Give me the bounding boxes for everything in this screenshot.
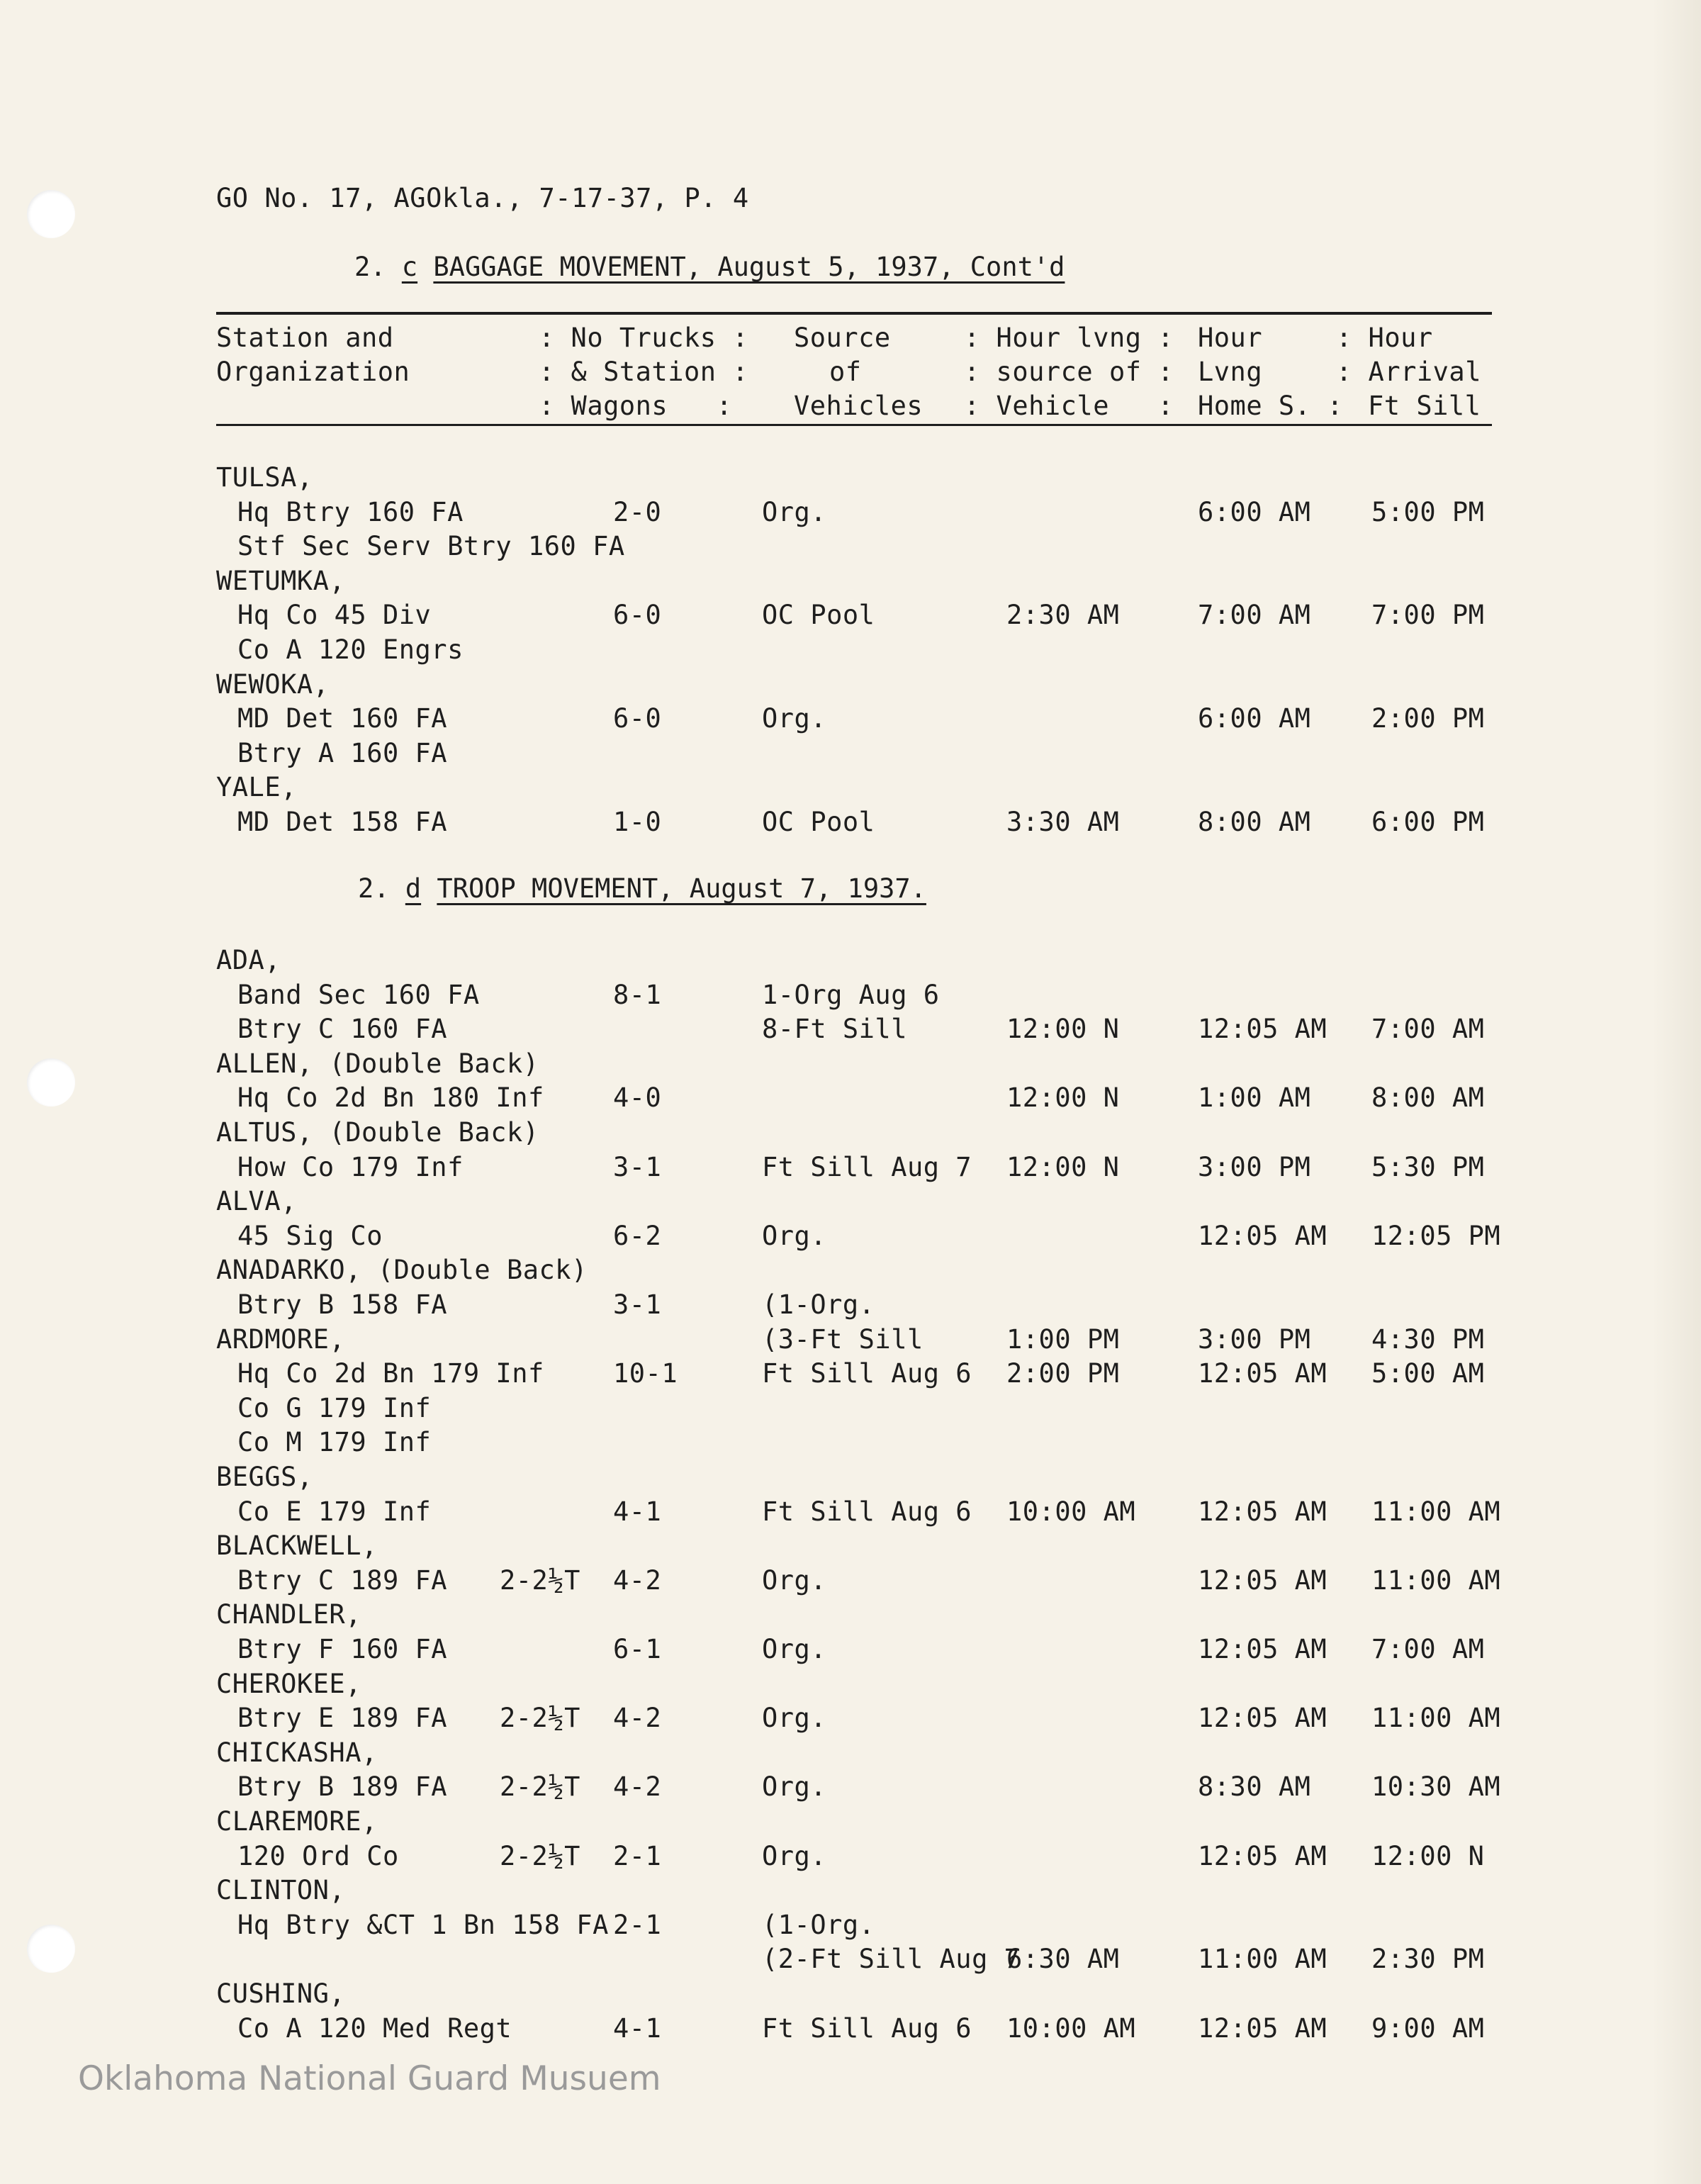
cell-lvng-home: 12:05 AM bbox=[1198, 1703, 1327, 1734]
cell-arrival: 8:00 AM bbox=[1371, 1082, 1485, 1114]
header-hour-lvng-home-3: Home S. : bbox=[1198, 391, 1343, 421]
cell-arrival: 5:00 AM bbox=[1371, 1358, 1485, 1389]
cell-lvng-source: 12:00 N bbox=[1006, 1014, 1120, 1045]
cell-trucks: 4-0 bbox=[613, 1082, 662, 1114]
header-hour-lvng-source-3: : Vehicle : bbox=[964, 391, 1174, 421]
cell-trucks: 8-1 bbox=[613, 979, 662, 1010]
cell-arrival: 7:00 PM bbox=[1371, 600, 1485, 631]
cell-arrival: 7:00 AM bbox=[1371, 1014, 1485, 1045]
cell-lvng-home: 12:05 AM bbox=[1198, 1358, 1327, 1389]
cell-arrival: 4:30 PM bbox=[1371, 1323, 1485, 1355]
cell-lvng-source: 10:00 AM bbox=[1006, 2012, 1136, 2044]
cell-org: 45 Sig Co bbox=[237, 1220, 383, 1251]
cell-station: WETUMKA, bbox=[216, 565, 346, 596]
cell-station: CLAREMORE, bbox=[216, 1806, 378, 1837]
cell-station: CHEROKEE, bbox=[216, 1668, 361, 1699]
header-station-1: Station and bbox=[216, 323, 394, 353]
cell-arrival: 12:00 N bbox=[1371, 1840, 1485, 1871]
baggage-heading-letter: c bbox=[401, 252, 418, 282]
cell-lvng-source: 12:00 N bbox=[1006, 1151, 1120, 1182]
document-reference: GO No. 17, AGOkla., 7-17-37, P. 4 bbox=[216, 183, 749, 213]
cell-station: BLACKWELL, bbox=[216, 1530, 378, 1562]
cell-lvng-source: 3:30 AM bbox=[1006, 807, 1120, 837]
cell-lvng-home: 3:00 PM bbox=[1198, 1151, 1311, 1182]
header-hour-lvng-source-2: : source of : bbox=[964, 357, 1174, 387]
cell-arrival: 5:30 PM bbox=[1371, 1151, 1485, 1182]
troop-heading-text: TROOP MOVEMENT, August 7, 1937. bbox=[437, 873, 926, 904]
cell-org: Stf Sec Serv Btry 160 FA bbox=[237, 531, 625, 562]
cell-source: (1-Org. bbox=[762, 1909, 875, 1940]
cell-arrival: 10:30 AM bbox=[1371, 1771, 1501, 1803]
header-source-3: Vehicles bbox=[794, 391, 924, 421]
cell-trucks: 6-2 bbox=[613, 1220, 662, 1251]
cell-org: Hq Btry 160 FA bbox=[237, 496, 464, 527]
cell-lvng-source: 1:00 PM bbox=[1006, 1323, 1120, 1355]
cell-arrival: 2:30 PM bbox=[1371, 1944, 1485, 1975]
header-hour-lvng-source-1: : Hour lvng : bbox=[964, 323, 1174, 353]
cell-org: Btry A 160 FA bbox=[237, 737, 448, 768]
troop-heading bbox=[358, 873, 926, 904]
cell-source: Org. bbox=[762, 1703, 827, 1734]
cell-source: (2-Ft Sill Aug 7 bbox=[762, 1944, 1021, 1975]
punch-hole-bottom bbox=[27, 1925, 75, 1973]
cell-trucks: 10-1 bbox=[613, 1358, 678, 1389]
cell-org: MD Det 158 FA bbox=[237, 807, 448, 837]
cell-org: Btry C 160 FA bbox=[237, 1014, 448, 1045]
cell-lvng-source: 6:30 AM bbox=[1006, 1944, 1120, 1975]
cell-arrival: 11:00 AM bbox=[1371, 1564, 1501, 1596]
cell-arrival: 12:05 PM bbox=[1371, 1220, 1501, 1251]
cell-source: (1-Org. bbox=[762, 1289, 875, 1320]
cell-source: Ft Sill Aug 7 bbox=[762, 1151, 972, 1182]
cell-source: (3-Ft Sill bbox=[762, 1323, 924, 1355]
cell-station: ALTUS, (Double Back) bbox=[216, 1117, 539, 1148]
cell-org: Co A 120 Med Regt bbox=[237, 2012, 512, 2044]
cell-station: CHANDLER, bbox=[216, 1599, 361, 1630]
header-hour-lvng-home-1: Hour bbox=[1198, 323, 1263, 353]
cell-source: Ft Sill Aug 6 bbox=[762, 1358, 972, 1389]
table-top-rule bbox=[216, 312, 1492, 315]
cell-station: ARDMORE, bbox=[216, 1323, 346, 1355]
baggage-heading-number: 2. bbox=[354, 252, 402, 282]
punch-hole-middle bbox=[27, 1058, 75, 1107]
cell-org: MD Det 160 FA bbox=[237, 703, 448, 734]
header-hour-lvng-home-2: Lvng bbox=[1198, 357, 1263, 387]
header-source-1: Source bbox=[794, 323, 891, 353]
cell-source: Ft Sill Aug 6 bbox=[762, 2012, 972, 2044]
cell-lvng-source: 10:00 AM bbox=[1006, 1496, 1136, 1527]
cell-source: Org. bbox=[762, 1771, 827, 1803]
cell-trucks: 4-2 bbox=[613, 1564, 662, 1596]
cell-org: Co E 179 Inf bbox=[237, 1496, 432, 1527]
cell-lvng-source: 2:30 AM bbox=[1006, 600, 1120, 631]
cell-station: ANADARKO, (Double Back) bbox=[216, 1255, 588, 1286]
cell-trucks: 6-1 bbox=[613, 1634, 662, 1664]
cell-source: Org. bbox=[762, 703, 827, 734]
header-hour-arrival-1: : Hour bbox=[1336, 323, 1433, 353]
cell-source: Org. bbox=[762, 496, 827, 527]
cell-arrival: 6:00 PM bbox=[1371, 807, 1485, 837]
cell-org: Btry C 189 FA bbox=[237, 1564, 448, 1596]
cell-size: 2-2½T bbox=[500, 1771, 580, 1803]
cell-lvng-home: 8:00 AM bbox=[1198, 807, 1311, 837]
cell-lvng-home: 12:05 AM bbox=[1198, 1840, 1327, 1871]
cell-trucks: 2-1 bbox=[613, 1909, 662, 1940]
cell-lvng-home: 6:00 AM bbox=[1198, 703, 1311, 734]
baggage-heading bbox=[354, 252, 1065, 282]
cell-lvng-home: 12:05 AM bbox=[1198, 1634, 1327, 1664]
cell-station: BEGGS, bbox=[216, 1462, 313, 1492]
cell-org: Co G 179 Inf bbox=[237, 1392, 432, 1423]
cell-station: ADA, bbox=[216, 945, 281, 975]
cell-trucks: 2-1 bbox=[613, 1840, 662, 1871]
cell-lvng-home: 1:00 AM bbox=[1198, 1082, 1311, 1114]
cell-size: 2-2½T bbox=[500, 1564, 580, 1596]
cell-trucks: 3-1 bbox=[613, 1289, 662, 1320]
header-source-2: of bbox=[829, 357, 862, 387]
header-hour-arrival-3: Ft Sill bbox=[1368, 391, 1481, 421]
cell-arrival: 5:00 PM bbox=[1371, 496, 1485, 527]
cell-source: OC Pool bbox=[762, 807, 875, 837]
cell-lvng-home: 7:00 AM bbox=[1198, 600, 1311, 631]
cell-size: 2-2½T bbox=[500, 1703, 580, 1734]
cell-lvng-home: 11:00 AM bbox=[1198, 1944, 1327, 1975]
cell-trucks: 6-0 bbox=[613, 600, 662, 631]
cell-arrival: 7:00 AM bbox=[1371, 1634, 1485, 1664]
cell-lvng-source: 12:00 N bbox=[1006, 1082, 1120, 1114]
cell-trucks: 1-0 bbox=[613, 807, 662, 837]
header-bottom-rule bbox=[216, 424, 1492, 426]
cell-station: CLINTON, bbox=[216, 1875, 346, 1906]
punch-hole-top bbox=[27, 190, 75, 238]
cell-lvng-home: 8:30 AM bbox=[1198, 1771, 1311, 1803]
cell-org: Band Sec 160 FA bbox=[237, 979, 480, 1010]
troop-heading-number: 2. bbox=[358, 873, 405, 904]
cell-station: ALLEN, (Double Back) bbox=[216, 1048, 539, 1079]
cell-trucks: 3-1 bbox=[613, 1151, 662, 1182]
cell-source: Org. bbox=[762, 1634, 827, 1664]
cell-arrival: 11:00 AM bbox=[1371, 1496, 1501, 1527]
cell-org: Btry F 160 FA bbox=[237, 1634, 448, 1664]
cell-org: Hq Co 2d Bn 180 Inf bbox=[237, 1082, 544, 1114]
cell-org: Btry B 158 FA bbox=[237, 1289, 448, 1320]
header-trucks-2: : & Station : bbox=[539, 357, 749, 387]
cell-source: OC Pool bbox=[762, 600, 875, 631]
troop-heading-letter: d bbox=[405, 873, 422, 904]
cell-org: How Co 179 Inf bbox=[237, 1151, 464, 1182]
cell-source: Org. bbox=[762, 1840, 827, 1871]
cell-arrival: 2:00 PM bbox=[1371, 703, 1485, 734]
baggage-heading-text: BAGGAGE MOVEMENT, August 5, 1937, Cont'd bbox=[433, 252, 1065, 282]
header-station-2: Organization bbox=[216, 357, 410, 387]
cell-org: 120 Ord Co bbox=[237, 1840, 399, 1871]
cell-lvng-home: 12:05 AM bbox=[1198, 1496, 1327, 1527]
cell-lvng-home: 6:00 AM bbox=[1198, 496, 1311, 527]
cell-station: YALE, bbox=[216, 772, 297, 803]
cell-source: Org. bbox=[762, 1220, 827, 1251]
cell-lvng-source: 2:00 PM bbox=[1006, 1358, 1120, 1389]
cell-size: 2-2½T bbox=[500, 1840, 580, 1871]
cell-source: Ft Sill Aug 6 bbox=[762, 1496, 972, 1527]
cell-lvng-home: 3:00 PM bbox=[1198, 1323, 1311, 1355]
cell-station: WEWOKA, bbox=[216, 668, 330, 700]
cell-org: Hq Btry &CT 1 Bn 158 FA bbox=[237, 1909, 609, 1940]
cell-lvng-home: 12:05 AM bbox=[1198, 1564, 1327, 1596]
cell-lvng-home: 12:05 AM bbox=[1198, 2012, 1327, 2044]
cell-station: CUSHING, bbox=[216, 1978, 346, 2009]
cell-trucks: 4-1 bbox=[613, 2012, 662, 2044]
cell-source: 1-Org Aug 6 bbox=[762, 979, 940, 1010]
header-trucks-3: : Wagons : bbox=[539, 391, 733, 421]
cell-org: Hq Co 45 Div bbox=[237, 600, 432, 631]
cell-arrival: 9:00 AM bbox=[1371, 2012, 1485, 2044]
cell-lvng-home: 12:05 AM bbox=[1198, 1220, 1327, 1251]
cell-source: 8-Ft Sill bbox=[762, 1014, 907, 1045]
cell-trucks: 4-1 bbox=[613, 1496, 662, 1527]
cell-trucks: 6-0 bbox=[613, 703, 662, 734]
cell-org: Btry B 189 FA bbox=[237, 1771, 448, 1803]
cell-org: Hq Co 2d Bn 179 Inf bbox=[237, 1358, 544, 1389]
cell-station: TULSA, bbox=[216, 462, 313, 493]
cell-trucks: 4-2 bbox=[613, 1771, 662, 1803]
museum-watermark: Oklahoma National Guard Musuem bbox=[78, 2059, 661, 2098]
cell-station: CHICKASHA, bbox=[216, 1737, 378, 1768]
cell-source: Org. bbox=[762, 1564, 827, 1596]
header-trucks-1: : No Trucks : bbox=[539, 323, 749, 353]
cell-org: Co A 120 Engrs bbox=[237, 634, 464, 665]
cell-arrival: 11:00 AM bbox=[1371, 1703, 1501, 1734]
cell-trucks: 2-0 bbox=[613, 496, 662, 527]
cell-trucks: 4-2 bbox=[613, 1703, 662, 1734]
cell-station: ALVA, bbox=[216, 1186, 297, 1217]
cell-lvng-home: 12:05 AM bbox=[1198, 1014, 1327, 1045]
cell-org: Co M 179 Inf bbox=[237, 1427, 432, 1458]
page-edge-shade bbox=[1651, 0, 1701, 2184]
header-hour-arrival-2: : Arrival bbox=[1336, 357, 1481, 387]
cell-org: Btry E 189 FA bbox=[237, 1703, 448, 1734]
